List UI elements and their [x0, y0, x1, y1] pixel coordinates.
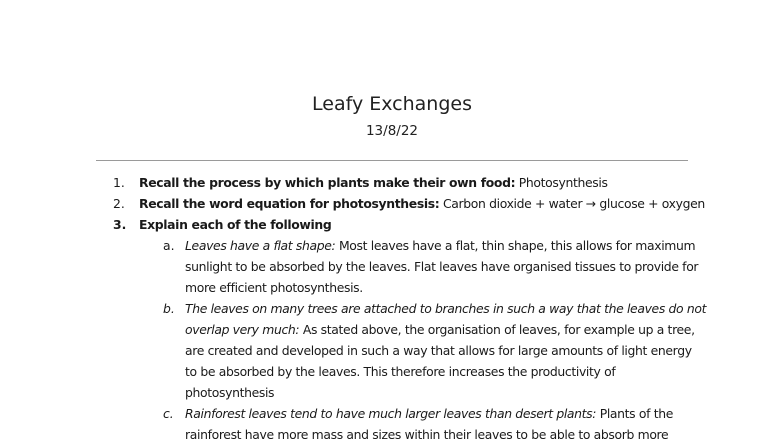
- subitem-a-line-3: more efficient photosynthesis.: [185, 280, 363, 295]
- item-2: [139, 196, 705, 212]
- subitem-b-line-4: to be absorbed by the leaves. This therefore increases the productivity of: [185, 364, 616, 379]
- subitem-b-line-2: [185, 322, 695, 338]
- horizontal-rule: [96, 160, 688, 161]
- subitem-a-line-1: [185, 238, 695, 254]
- subitem-b-line-3: are created and developed in such a way that allows for large amounts of light energy: [185, 343, 692, 358]
- subitem-b-prompt-1: The leaves on many trees are attached to branches in such a way that the leaves do not: [185, 301, 707, 316]
- document-title: Leafy Exchanges: [312, 93, 472, 115]
- subitem-b-letter: b.: [163, 301, 175, 316]
- item-1: [139, 175, 608, 191]
- item-2-answer: Carbon dioxide + water → glucose + oxygen: [439, 196, 705, 211]
- item-3: [139, 217, 331, 233]
- item-3-question: Explain each of the following: [139, 217, 332, 232]
- subitem-a-text: Most leaves have a flat, thin shape, this allows for maximum: [335, 238, 696, 253]
- subitem-c-line-2: rainforest have more mass and sizes within their leaves to be able to absorb more: [185, 427, 669, 442]
- subitem-c-text: Plants of the: [596, 406, 673, 421]
- subitem-c-line-1: [185, 406, 673, 422]
- item-2-question: Recall the word equation for photosynthesis:: [139, 196, 440, 211]
- item-1-number: 1.: [113, 175, 125, 190]
- subitem-b-line-1: [185, 301, 706, 317]
- subitem-a-letter: a.: [163, 238, 175, 253]
- document-date: 13/8/22: [365, 123, 419, 139]
- subitem-c-letter: c.: [163, 406, 174, 421]
- item-3-number: 3.: [113, 217, 127, 232]
- item-2-number: 2.: [113, 196, 125, 211]
- subitem-c-prompt: Rainforest leaves tend to have much larger leaves than desert plants:: [185, 406, 597, 421]
- subitem-b-line-5: photosynthesis: [185, 385, 275, 400]
- subitem-a-line-2: sunlight to be absorbed by the leaves. Flat leaves have organised tissues to provide for: [185, 259, 699, 274]
- subitem-b-prompt-2: overlap very much:: [185, 322, 300, 337]
- subitem-a-prompt: Leaves have a flat shape:: [185, 238, 336, 253]
- subitem-b-text: As stated above, the organisation of leaves, for example up a tree,: [299, 322, 695, 337]
- item-1-answer: Photosynthesis: [515, 175, 608, 190]
- item-1-question: Recall the process by which plants make their own food:: [139, 175, 516, 190]
